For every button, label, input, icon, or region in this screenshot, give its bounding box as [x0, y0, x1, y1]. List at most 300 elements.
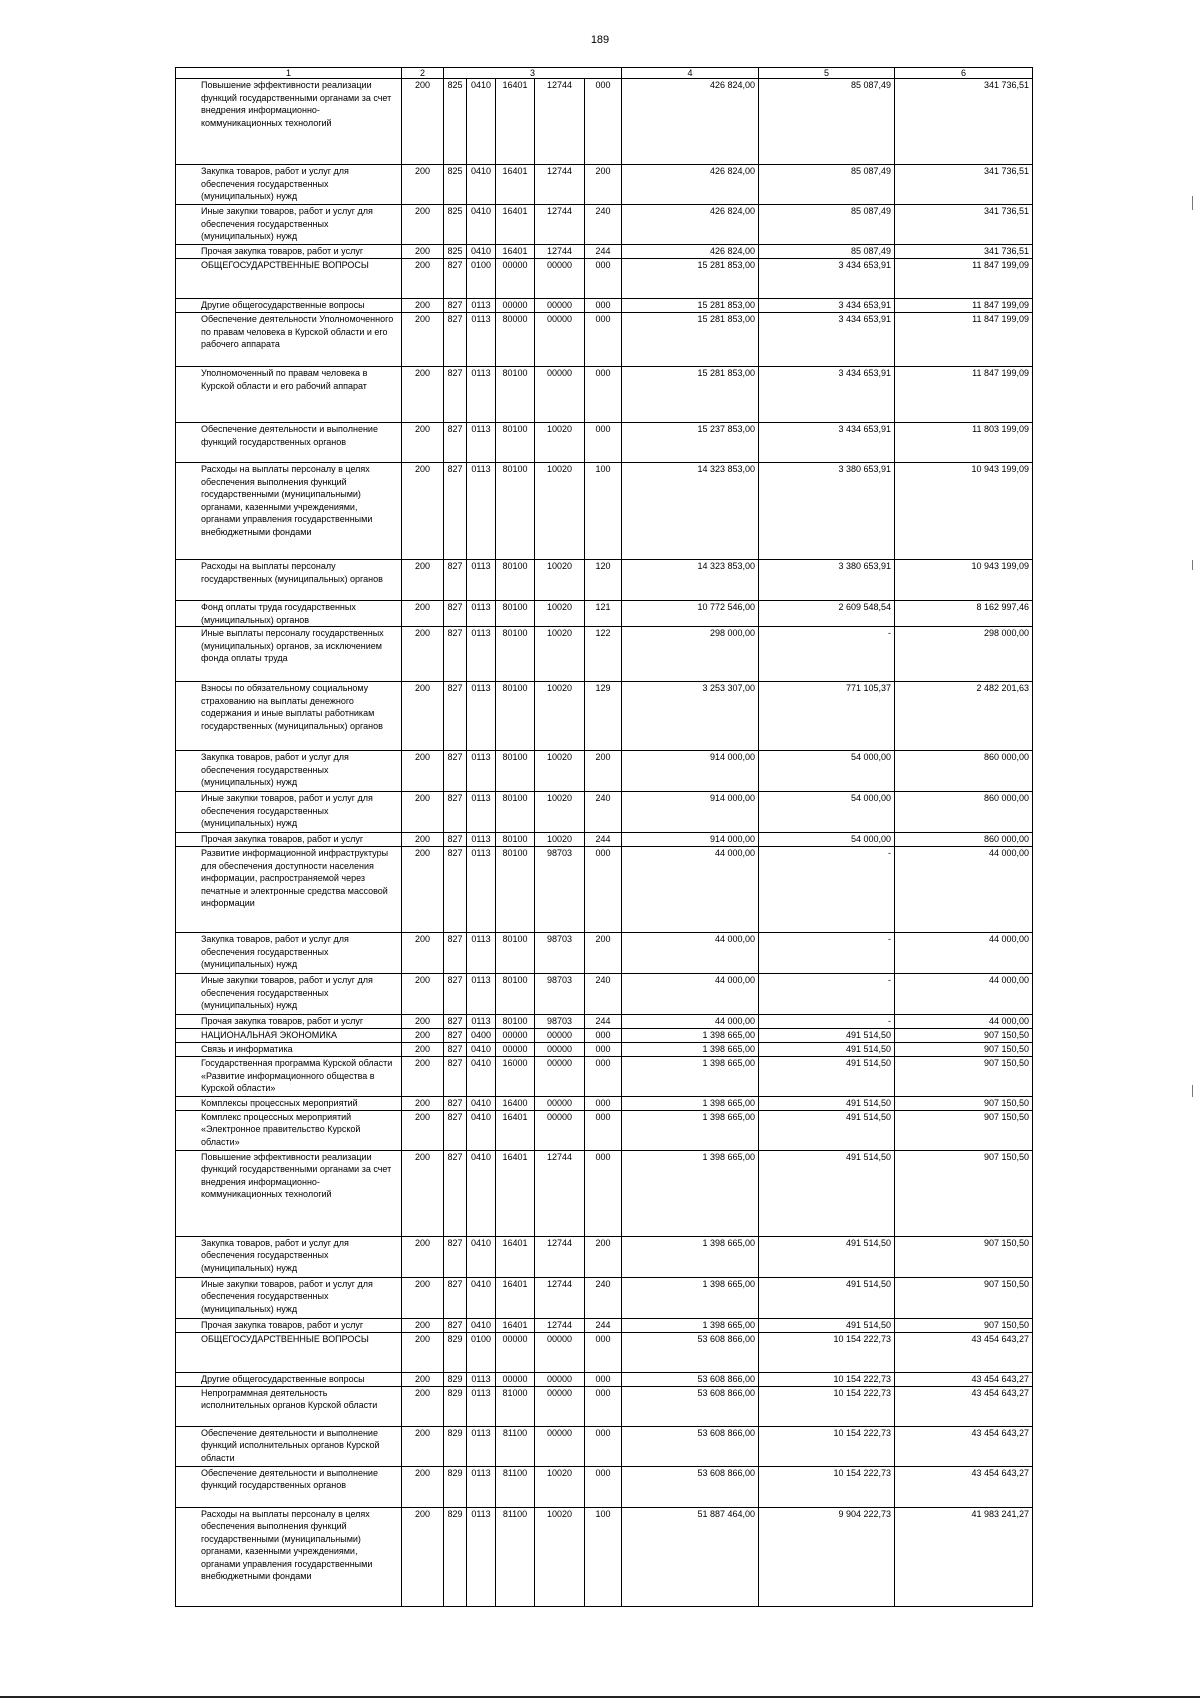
row-direction-code: 10020 — [535, 792, 585, 833]
column-number: 6 — [895, 68, 1033, 79]
table-row — [176, 833, 1033, 847]
table-row — [176, 1015, 1033, 1029]
row-department-code: 827 — [444, 751, 467, 792]
row-expense-type-code: 000 — [585, 299, 622, 313]
row-code: 200 — [402, 259, 444, 299]
row-code: 200 — [402, 751, 444, 792]
row-department-code: 827 — [444, 313, 467, 367]
row-approved-amount: 14 323 853,00 — [622, 463, 759, 560]
row-approved-amount: 1 398 665,00 — [622, 1057, 759, 1097]
row-direction-code: 00000 — [535, 1097, 585, 1111]
row-remaining-amount: 44 000,00 — [895, 933, 1033, 974]
row-code: 200 — [402, 245, 444, 259]
row-program-code: 81100 — [496, 1426, 535, 1466]
row-section-code: 0410 — [467, 1277, 496, 1318]
row-direction-code: 10020 — [535, 463, 585, 560]
row-name: Прочая закупка товаров, работ и услуг — [176, 1015, 402, 1029]
row-remaining-amount: 8 162 997,46 — [895, 601, 1033, 627]
budget-table-container — [175, 67, 1032, 1607]
row-program-code: 16400 — [496, 1097, 535, 1111]
table-row — [176, 1426, 1033, 1466]
row-executed-amount: - — [759, 974, 895, 1015]
row-expense-type-code: 122 — [585, 627, 622, 682]
row-approved-amount: 15 281 853,00 — [622, 259, 759, 299]
row-remaining-amount: 341 736,51 — [895, 205, 1033, 245]
row-name: Другие общегосударственные вопросы — [176, 299, 402, 313]
row-remaining-amount: 10 943 199,09 — [895, 560, 1033, 601]
row-direction-code: 10020 — [535, 682, 585, 751]
row-name: НАЦИОНАЛЬНАЯ ЭКОНОМИКА — [176, 1029, 402, 1043]
row-expense-type-code: 200 — [585, 1236, 622, 1277]
row-name: ОБЩЕГОСУДАРСТВЕННЫЕ ВОПРОСЫ — [176, 1332, 402, 1372]
row-name: Комплексы процессных мероприятий — [176, 1097, 402, 1111]
table-row — [176, 1332, 1033, 1372]
row-direction-code: 00000 — [535, 1043, 585, 1057]
row-name: Расходы на выплаты персоналу государственных (муниципальных) органов — [176, 560, 402, 601]
row-department-code: 827 — [444, 601, 467, 627]
row-program-code: 16401 — [496, 165, 535, 205]
row-expense-type-code: 000 — [585, 1029, 622, 1043]
row-section-code: 0410 — [467, 1150, 496, 1236]
row-approved-amount: 1 398 665,00 — [622, 1236, 759, 1277]
row-direction-code: 00000 — [535, 367, 585, 423]
row-name: ОБЩЕГОСУДАРСТВЕННЫЕ ВОПРОСЫ — [176, 259, 402, 299]
row-executed-amount: 3 434 653,91 — [759, 367, 895, 423]
row-expense-type-code: 121 — [585, 601, 622, 627]
table-row — [176, 1372, 1033, 1386]
table-row — [176, 847, 1033, 933]
row-code: 200 — [402, 560, 444, 601]
table-row — [176, 751, 1033, 792]
table-row — [176, 682, 1033, 751]
table-row — [176, 1466, 1033, 1507]
row-code: 200 — [402, 79, 444, 165]
row-executed-amount: 491 514,50 — [759, 1110, 895, 1150]
column-number: 1 — [176, 68, 402, 79]
row-section-code: 0113 — [467, 751, 496, 792]
row-department-code: 827 — [444, 1015, 467, 1029]
row-expense-type-code: 000 — [585, 79, 622, 165]
row-remaining-amount: 41 983 241,27 — [895, 1507, 1033, 1606]
row-direction-code: 10020 — [535, 833, 585, 847]
table-row — [176, 601, 1033, 627]
row-section-code: 0113 — [467, 974, 496, 1015]
row-name: Расходы на выплаты персоналу в целях обеспечения выполнения функций государственными (муниципальными) органами, казенными учреждениями, органами управления государственными внебюджетными фондами — [176, 463, 402, 560]
row-section-code: 0113 — [467, 423, 496, 463]
row-program-code: 00000 — [496, 1332, 535, 1372]
row-name: Прочая закупка товаров, работ и услуг — [176, 1318, 402, 1332]
row-program-code: 16000 — [496, 1057, 535, 1097]
row-expense-type-code: 240 — [585, 974, 622, 1015]
row-program-code: 00000 — [496, 1372, 535, 1386]
row-program-code: 80100 — [496, 847, 535, 933]
row-department-code: 827 — [444, 1057, 467, 1097]
row-expense-type-code: 200 — [585, 165, 622, 205]
row-remaining-amount: 860 000,00 — [895, 792, 1033, 833]
row-code: 200 — [402, 1043, 444, 1057]
row-name: Комплекс процессных мероприятий «Электронное правительство Курской области» — [176, 1110, 402, 1150]
row-remaining-amount: 907 150,50 — [895, 1029, 1033, 1043]
table-row — [176, 627, 1033, 682]
row-approved-amount: 15 281 853,00 — [622, 367, 759, 423]
row-remaining-amount: 44 000,00 — [895, 847, 1033, 933]
table-row — [176, 299, 1033, 313]
row-executed-amount: 491 514,50 — [759, 1277, 895, 1318]
row-direction-code: 00000 — [535, 299, 585, 313]
row-direction-code: 12744 — [535, 79, 585, 165]
table-row — [176, 1277, 1033, 1318]
row-expense-type-code: 244 — [585, 245, 622, 259]
table-row — [176, 259, 1033, 299]
row-department-code: 829 — [444, 1426, 467, 1466]
row-approved-amount: 15 281 853,00 — [622, 299, 759, 313]
row-program-code: 80100 — [496, 423, 535, 463]
row-remaining-amount: 2 482 201,63 — [895, 682, 1033, 751]
table-row — [176, 1110, 1033, 1150]
row-name: Расходы на выплаты персоналу в целях обеспечения выполнения функций государственными (муниципальными) органами, казенными учреждениями, органами управления государственными внебюджетными фондами — [176, 1507, 402, 1606]
budget-rows — [176, 79, 1033, 1607]
row-department-code: 827 — [444, 463, 467, 560]
row-expense-type-code: 129 — [585, 682, 622, 751]
row-department-code: 825 — [444, 245, 467, 259]
row-section-code: 0113 — [467, 313, 496, 367]
table-row — [176, 792, 1033, 833]
row-name: Государственная программа Курской области «Развитие информационного общества в Курской области» — [176, 1057, 402, 1097]
row-department-code: 827 — [444, 1097, 467, 1111]
row-code: 200 — [402, 1372, 444, 1386]
row-approved-amount: 1 398 665,00 — [622, 1043, 759, 1057]
row-program-code: 16401 — [496, 79, 535, 165]
row-executed-amount: 491 514,50 — [759, 1318, 895, 1332]
page-number: 189 — [590, 34, 610, 46]
row-department-code: 827 — [444, 627, 467, 682]
row-executed-amount: 54 000,00 — [759, 833, 895, 847]
table-row — [176, 1318, 1033, 1332]
row-code: 200 — [402, 792, 444, 833]
row-remaining-amount: 907 150,50 — [895, 1236, 1033, 1277]
row-remaining-amount: 10 943 199,09 — [895, 463, 1033, 560]
row-executed-amount: 491 514,50 — [759, 1150, 895, 1236]
row-section-code: 0113 — [467, 847, 496, 933]
row-approved-amount: 1 398 665,00 — [622, 1318, 759, 1332]
row-section-code: 0410 — [467, 1097, 496, 1111]
row-direction-code: 00000 — [535, 1057, 585, 1097]
table-row — [176, 313, 1033, 367]
row-name: Закупка товаров, работ и услуг для обеспечения государственных (муниципальных) нужд — [176, 751, 402, 792]
row-code: 200 — [402, 463, 444, 560]
row-direction-code: 00000 — [535, 1029, 585, 1043]
row-name: Повышение эффективности реализации функций государственными органами за счет внедрения информационно-коммуникационных технологий — [176, 1150, 402, 1236]
row-executed-amount: 85 087,49 — [759, 245, 895, 259]
row-code: 200 — [402, 1097, 444, 1111]
row-expense-type-code: 120 — [585, 560, 622, 601]
row-remaining-amount: 11 847 199,09 — [895, 367, 1033, 423]
row-direction-code: 00000 — [535, 1386, 585, 1426]
row-department-code: 827 — [444, 933, 467, 974]
row-executed-amount: 54 000,00 — [759, 792, 895, 833]
row-program-code: 00000 — [496, 299, 535, 313]
row-code: 200 — [402, 205, 444, 245]
row-department-code: 827 — [444, 1043, 467, 1057]
row-executed-amount: 3 434 653,91 — [759, 259, 895, 299]
row-department-code: 827 — [444, 1236, 467, 1277]
table-row — [176, 463, 1033, 560]
row-direction-code: 12744 — [535, 165, 585, 205]
row-expense-type-code: 240 — [585, 792, 622, 833]
row-expense-type-code: 244 — [585, 1015, 622, 1029]
row-department-code: 827 — [444, 1029, 467, 1043]
row-executed-amount: 10 154 222,73 — [759, 1466, 895, 1507]
row-code: 200 — [402, 974, 444, 1015]
row-department-code: 829 — [444, 1386, 467, 1426]
row-expense-type-code: 000 — [585, 1386, 622, 1426]
row-executed-amount: 491 514,50 — [759, 1236, 895, 1277]
row-section-code: 0410 — [467, 165, 496, 205]
row-program-code: 80100 — [496, 627, 535, 682]
row-executed-amount: 3 380 653,91 — [759, 463, 895, 560]
row-expense-type-code: 244 — [585, 833, 622, 847]
row-executed-amount: 771 105,37 — [759, 682, 895, 751]
row-program-code: 00000 — [496, 1029, 535, 1043]
row-program-code: 80100 — [496, 792, 535, 833]
row-code: 200 — [402, 627, 444, 682]
column-number: 3 — [444, 68, 622, 79]
row-expense-type-code: 240 — [585, 1277, 622, 1318]
row-expense-type-code: 100 — [585, 463, 622, 560]
row-code: 200 — [402, 367, 444, 423]
row-name: Обеспечение деятельности и выполнение функций исполнительных органов Курской области — [176, 1426, 402, 1466]
table-row — [176, 560, 1033, 601]
row-executed-amount: 491 514,50 — [759, 1097, 895, 1111]
row-section-code: 0100 — [467, 1332, 496, 1372]
row-approved-amount: 426 824,00 — [622, 205, 759, 245]
scan-bottom-edge — [0, 1696, 1200, 1698]
row-expense-type-code: 000 — [585, 1332, 622, 1372]
row-executed-amount: 85 087,49 — [759, 205, 895, 245]
row-section-code: 0410 — [467, 205, 496, 245]
table-row — [176, 974, 1033, 1015]
row-remaining-amount: 11 847 199,09 — [895, 259, 1033, 299]
row-approved-amount: 1 398 665,00 — [622, 1110, 759, 1150]
row-section-code: 0113 — [467, 601, 496, 627]
row-name: Иные закупки товаров, работ и услуг для обеспечения государственных (муниципальных) нужд — [176, 1277, 402, 1318]
row-direction-code: 00000 — [535, 1110, 585, 1150]
row-approved-amount: 1 398 665,00 — [622, 1097, 759, 1111]
row-expense-type-code: 000 — [585, 313, 622, 367]
row-name: Обеспечение деятельности Уполномоченного по правам человека в Курской области и его рабочего аппарата — [176, 313, 402, 367]
row-executed-amount: 85 087,49 — [759, 79, 895, 165]
row-code: 200 — [402, 313, 444, 367]
row-expense-type-code: 000 — [585, 1372, 622, 1386]
row-program-code: 16401 — [496, 1150, 535, 1236]
row-program-code: 16401 — [496, 1236, 535, 1277]
row-section-code: 0113 — [467, 792, 496, 833]
row-program-code: 81100 — [496, 1466, 535, 1507]
row-executed-amount: - — [759, 627, 895, 682]
row-expense-type-code: 000 — [585, 367, 622, 423]
table-row — [176, 205, 1033, 245]
row-name: Связь и информатика — [176, 1043, 402, 1057]
row-direction-code: 10020 — [535, 560, 585, 601]
row-program-code: 80100 — [496, 974, 535, 1015]
row-code: 200 — [402, 1057, 444, 1097]
row-direction-code: 98703 — [535, 974, 585, 1015]
row-name: Прочая закупка товаров, работ и услуг — [176, 245, 402, 259]
row-section-code: 0113 — [467, 1426, 496, 1466]
row-approved-amount: 426 824,00 — [622, 245, 759, 259]
scan-edge-mark — [1192, 560, 1193, 570]
row-code: 200 — [402, 1386, 444, 1426]
row-direction-code: 00000 — [535, 313, 585, 367]
row-program-code: 00000 — [496, 259, 535, 299]
row-approved-amount: 914 000,00 — [622, 792, 759, 833]
row-program-code: 16401 — [496, 245, 535, 259]
row-executed-amount: 2 609 548,54 — [759, 601, 895, 627]
row-approved-amount: 44 000,00 — [622, 933, 759, 974]
row-code: 200 — [402, 1466, 444, 1507]
row-section-code: 0113 — [467, 682, 496, 751]
row-approved-amount: 53 608 866,00 — [622, 1386, 759, 1426]
row-remaining-amount: 43 454 643,27 — [895, 1426, 1033, 1466]
column-number: 4 — [622, 68, 759, 79]
table-row — [176, 1029, 1033, 1043]
row-approved-amount: 53 608 866,00 — [622, 1426, 759, 1466]
row-name: Другие общегосударственные вопросы — [176, 1372, 402, 1386]
row-section-code: 0113 — [467, 1466, 496, 1507]
row-direction-code: 12744 — [535, 245, 585, 259]
row-approved-amount: 298 000,00 — [622, 627, 759, 682]
scan-edge-mark — [1192, 1085, 1193, 1097]
row-name: Прочая закупка товаров, работ и услуг — [176, 833, 402, 847]
row-approved-amount: 1 398 665,00 — [622, 1277, 759, 1318]
row-direction-code: 12744 — [535, 1277, 585, 1318]
row-department-code: 825 — [444, 79, 467, 165]
row-department-code: 827 — [444, 1318, 467, 1332]
row-section-code: 0113 — [467, 560, 496, 601]
row-expense-type-code: 200 — [585, 751, 622, 792]
row-department-code: 829 — [444, 1372, 467, 1386]
row-name: Обеспечение деятельности и выполнение функций государственных органов — [176, 423, 402, 463]
row-name: Иные выплаты персоналу государственных (муниципальных) органов, за исключением фонда оплаты труда — [176, 627, 402, 682]
row-approved-amount: 51 887 464,00 — [622, 1507, 759, 1606]
row-department-code: 827 — [444, 1110, 467, 1150]
row-code: 200 — [402, 682, 444, 751]
row-section-code: 0113 — [467, 1372, 496, 1386]
row-program-code: 80000 — [496, 313, 535, 367]
row-code: 200 — [402, 1318, 444, 1332]
row-expense-type-code: 000 — [585, 259, 622, 299]
row-name: Фонд оплаты труда государственных (муниципальных) органов — [176, 601, 402, 627]
row-code: 200 — [402, 1015, 444, 1029]
row-department-code: 827 — [444, 560, 467, 601]
row-program-code: 81100 — [496, 1507, 535, 1606]
row-remaining-amount: 341 736,51 — [895, 245, 1033, 259]
row-name: Закупка товаров, работ и услуг для обеспечения государственных (муниципальных) нужд — [176, 1236, 402, 1277]
row-section-code: 0113 — [467, 627, 496, 682]
table-row — [176, 1150, 1033, 1236]
row-program-code: 16401 — [496, 1318, 535, 1332]
row-section-code: 0113 — [467, 1507, 496, 1606]
row-executed-amount: 10 154 222,73 — [759, 1386, 895, 1426]
row-direction-code: 12744 — [535, 1318, 585, 1332]
row-program-code: 80100 — [496, 833, 535, 847]
row-approved-amount: 914 000,00 — [622, 751, 759, 792]
row-executed-amount: 3 380 653,91 — [759, 560, 895, 601]
row-direction-code: 12744 — [535, 1236, 585, 1277]
row-remaining-amount: 11 847 199,09 — [895, 299, 1033, 313]
row-section-code: 0410 — [467, 1110, 496, 1150]
row-executed-amount: 10 154 222,73 — [759, 1372, 895, 1386]
row-code: 200 — [402, 933, 444, 974]
row-program-code: 16401 — [496, 205, 535, 245]
row-remaining-amount: 907 150,50 — [895, 1150, 1033, 1236]
row-program-code: 80100 — [496, 751, 535, 792]
table-row — [176, 1507, 1033, 1606]
row-expense-type-code: 000 — [585, 847, 622, 933]
row-expense-type-code: 000 — [585, 1057, 622, 1097]
row-remaining-amount: 43 454 643,27 — [895, 1386, 1033, 1426]
row-section-code: 0410 — [467, 1057, 496, 1097]
row-code: 200 — [402, 833, 444, 847]
table-row — [176, 1043, 1033, 1057]
row-executed-amount: - — [759, 847, 895, 933]
row-executed-amount: 10 154 222,73 — [759, 1426, 895, 1466]
row-executed-amount: 9 904 222,73 — [759, 1507, 895, 1606]
row-code: 200 — [402, 165, 444, 205]
row-remaining-amount: 860 000,00 — [895, 751, 1033, 792]
row-section-code: 0100 — [467, 259, 496, 299]
row-remaining-amount: 907 150,50 — [895, 1277, 1033, 1318]
row-program-code: 80100 — [496, 1015, 535, 1029]
row-section-code: 0400 — [467, 1029, 496, 1043]
row-remaining-amount: 907 150,50 — [895, 1043, 1033, 1057]
row-name: Иные закупки товаров, работ и услуг для обеспечения государственных (муниципальных) нужд — [176, 974, 402, 1015]
row-department-code: 825 — [444, 205, 467, 245]
table-row — [176, 245, 1033, 259]
row-department-code: 827 — [444, 423, 467, 463]
row-section-code: 0113 — [467, 1386, 496, 1426]
column-number: 5 — [759, 68, 895, 79]
row-direction-code: 10020 — [535, 627, 585, 682]
row-program-code: 80100 — [496, 682, 535, 751]
row-section-code: 0410 — [467, 1043, 496, 1057]
row-expense-type-code: 000 — [585, 1097, 622, 1111]
row-name: Уполномоченный по правам человека в Курской области и его рабочий аппарат — [176, 367, 402, 423]
row-program-code: 81000 — [496, 1386, 535, 1426]
column-number-row — [176, 68, 1033, 79]
row-program-code: 80100 — [496, 601, 535, 627]
row-expense-type-code: 000 — [585, 1426, 622, 1466]
row-program-code: 80100 — [496, 463, 535, 560]
row-name: Иные закупки товаров, работ и услуг для обеспечения государственных (муниципальных) нужд — [176, 205, 402, 245]
row-expense-type-code: 000 — [585, 1110, 622, 1150]
row-expense-type-code: 000 — [585, 1043, 622, 1057]
row-remaining-amount: 44 000,00 — [895, 974, 1033, 1015]
row-department-code: 825 — [444, 165, 467, 205]
row-code: 200 — [402, 1507, 444, 1606]
budget-table — [175, 67, 1033, 1607]
row-remaining-amount: 907 150,50 — [895, 1110, 1033, 1150]
row-executed-amount: - — [759, 933, 895, 974]
row-remaining-amount: 907 150,50 — [895, 1097, 1033, 1111]
row-department-code: 827 — [444, 1277, 467, 1318]
row-department-code: 827 — [444, 792, 467, 833]
row-section-code: 0113 — [467, 933, 496, 974]
row-department-code: 827 — [444, 682, 467, 751]
row-expense-type-code: 000 — [585, 1150, 622, 1236]
row-approved-amount: 10 772 546,00 — [622, 601, 759, 627]
row-executed-amount: 491 514,50 — [759, 1043, 895, 1057]
